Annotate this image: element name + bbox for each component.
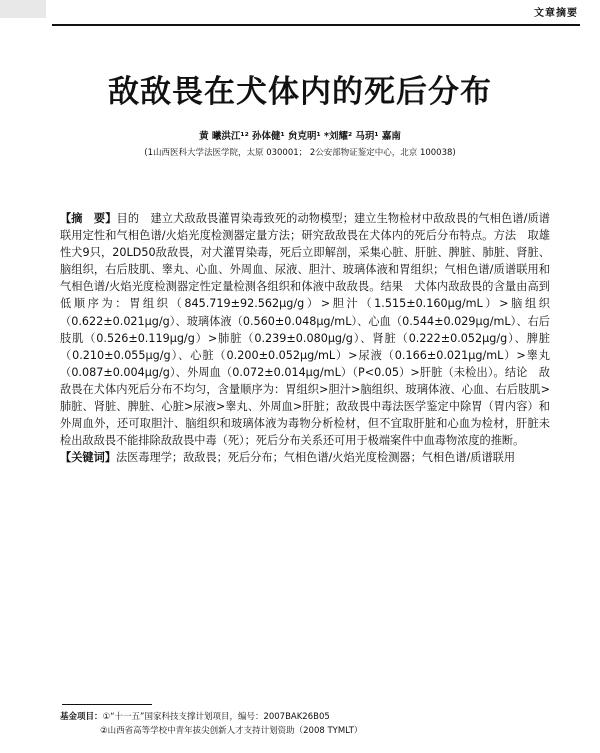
scan-corner-mark xyxy=(0,0,46,18)
funding-line-1 xyxy=(60,710,362,724)
header-rule xyxy=(52,24,580,26)
keywords-text: 法医毒理学；敌敌畏；死后分布；气相色谱/火焰光度检测器；气相色谱/质谱联用 xyxy=(115,451,516,465)
keywords-paragraph xyxy=(60,449,550,466)
funding-footnote xyxy=(60,710,362,738)
abstract-paragraph xyxy=(60,210,550,449)
funding-label: 基金项目： xyxy=(60,712,103,722)
keywords-label: 【关键词】 xyxy=(60,451,116,465)
section-header: 文章摘要 xyxy=(534,8,578,19)
abstract-label: 【摘 要】 xyxy=(60,212,117,225)
abstract-text: 目的 建立犬敌敌畏灌胃染毒致死的动物模型；建立生物检材中敌敌畏的气相色谱/质谱联用定性和气相色谱/火焰光度检测器定量方法；研究敌敌畏在犬体内的死后分布特点。方法 取雄性犬9只，20LD50敌敌畏，对犬灌胃染毒，死后立即解剖，采集心脏、肝脏、脾脏、肺脏、肾脏、脑组织，右后肢肌、睾丸、心血、外周血、尿液、胆汁、玻璃体液和胃组织；气相色谱/质谱联用和气相色谱/火焰光度检测器定性定量检测各组织和体液中敌敌畏。结果 犬体内敌敌畏的含量由高到低顺序为：胃组织（845.719±92.562μg/g）>胆汁（1.515±0.160μg/mL）>脑组织（0.622±0.021μg/g）、玻璃体液（0.560±0.048μg/mL）、心血（0.544±0.029μg/mL）、右后肢肌（0.526±0.119μg/g）>肺脏（0.239±0.080μg/g）、肾脏（0.222±0.052μg/g）、脾脏（0.210±0.055μg/g）、心脏（0.200±0.052μg/mL）>尿液（0.166±0.021μg/mL）>睾丸（0.087±0.004μg/g）、外周血（0.072±0.014μg/mL）（P<0.05）>肝脏（未检出）。结论 敌敌畏在犬体内死后分布不均匀，含量顺序为：胃组织>胆汁>脑组织、玻璃体液、心血、右后肢肌>肺脏、肾脏、脾脏、心脏>尿液>睾丸、外周血>肝脏；敌敌畏中毒法医学鉴定中除胃（胃内容）和外周血外，还可取胆汁、脑组织和玻璃体液为毒物分析检材，但不宜取肝脏和心血为检材，肝脏未检出敌敌畏不能排除敌敌畏中毒（死）；死后分布关系还可用于极端案件中血毒物浓度的推断。 xyxy=(60,212,550,448)
funding-item-1: ①“十一五”国家科技支撑计划项目，编号：2007BAK26B05 xyxy=(102,712,330,722)
abstract-block xyxy=(60,210,550,466)
article-title: 敌敌畏在犬体内的死后分布 xyxy=(108,74,492,110)
footnote-rule xyxy=(62,704,152,705)
affiliation: (1山西医科大学法医学院，太原 030001； 2公安部物证鉴定中心，北京 100038) xyxy=(144,148,456,158)
funding-item-2: ②山西省高等学校中青年拔尖创新人才支持计划资助（2008 TYMLT） xyxy=(100,726,363,736)
author-list: 黄 曦洪江¹² 孙体健¹ 贠克明¹ *刘耀² 马玥¹ 嘉南 xyxy=(199,131,401,142)
